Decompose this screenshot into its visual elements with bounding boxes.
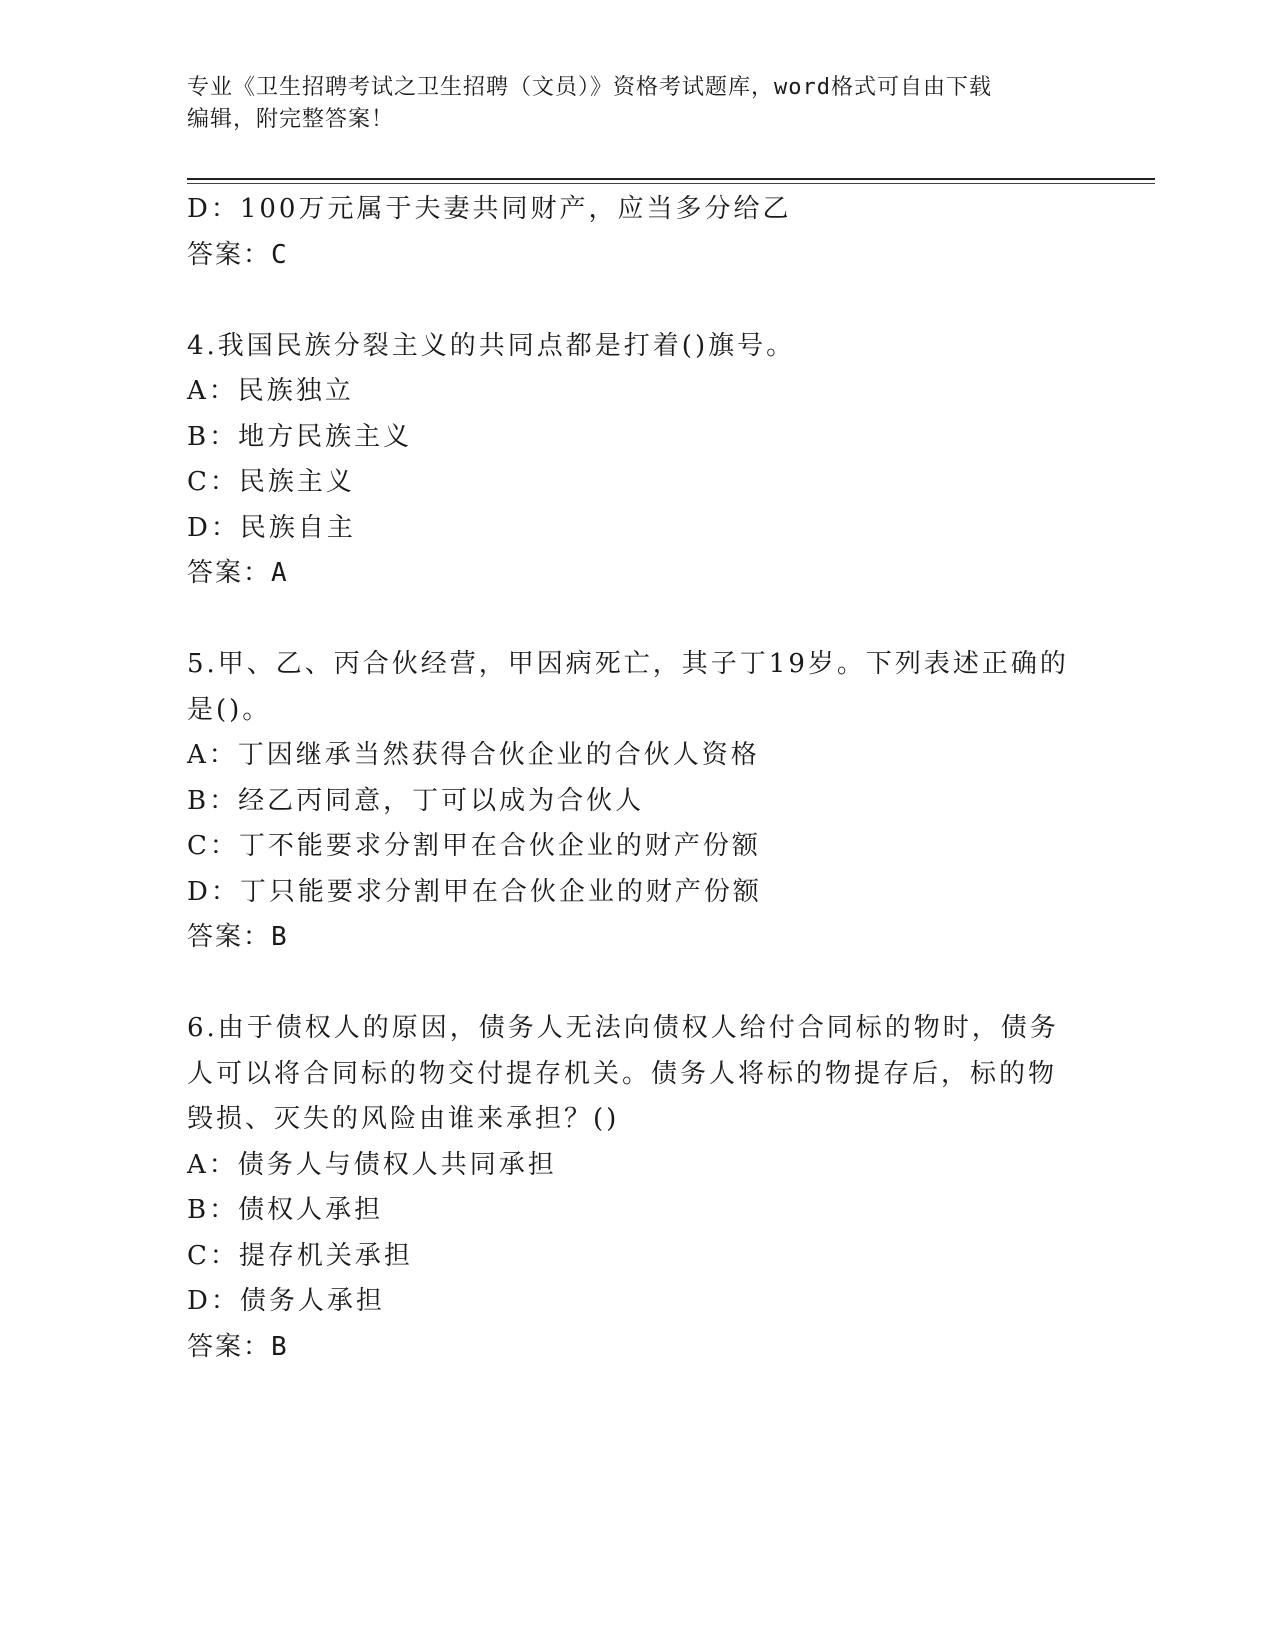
- header-title-line-2: 编辑，附完整答案！: [187, 107, 395, 132]
- spacer: [187, 961, 1087, 1007]
- question-stem: 4.我国民族分裂主义的共同点都是打着()旗号。: [187, 330, 796, 361]
- header-divider-thin: [187, 183, 1155, 184]
- question-list: [187, 187, 1087, 1370]
- option-c: C：民族主义: [187, 467, 355, 497]
- option-a: A：民族独立: [187, 376, 354, 406]
- spacer: [187, 597, 1087, 643]
- question-6: [187, 1006, 1087, 1370]
- answer: 答案：A: [187, 558, 289, 588]
- question-stem-line-1: 6.由于债权人的原因，债务人无法向债权人给付合同标的物时，债务: [187, 1013, 1059, 1043]
- spacer: [187, 278, 1087, 324]
- option-a: A：丁因继承当然获得合伙企业的合伙人资格: [187, 740, 760, 770]
- answer: 答案：C: [187, 239, 289, 270]
- option-d: D：100万元属于夫妻共同财产，应当多分给乙: [187, 194, 792, 224]
- answer: 答案：B: [187, 922, 289, 952]
- question-stem-line-1: 5.甲、乙、丙合伙经营，甲因病死亡，其子丁19岁。下列表述正确的: [187, 649, 1069, 679]
- document-header: [187, 72, 1087, 136]
- question-stem-line-2: 人可以将合同标的物交付提存机关。债务人将标的物提存后，标的物: [187, 1058, 1058, 1089]
- question-3-tail: [187, 187, 1087, 278]
- question-4: [187, 324, 1087, 597]
- question-5: [187, 642, 1087, 961]
- option-d: D：丁只能要求分割甲在合伙企业的财产份额: [187, 876, 762, 907]
- option-c: C：丁不能要求分割甲在合伙企业的财产份额: [187, 831, 761, 861]
- option-b: B：债权人承担: [187, 1195, 384, 1225]
- header-divider-thick: [187, 178, 1155, 180]
- option-b: B：经乙丙同意，丁可以成为合伙人: [187, 785, 645, 816]
- header-title-line-1: 专业《卫生招聘考试之卫生招聘（文员）》资格考试题库，word格式可自由下载: [187, 75, 992, 100]
- question-stem-line-3: 毁损、灭失的风险由谁来承担？(): [187, 1104, 620, 1134]
- option-d: D：民族自主: [187, 512, 356, 543]
- option-c: C：提存机关承担: [187, 1240, 413, 1271]
- question-stem-line-2: 是()。: [187, 694, 272, 725]
- option-b: B：地方民族主义: [187, 421, 413, 452]
- option-d: D：债务人承担: [187, 1286, 385, 1316]
- option-a: A：债务人与债权人共同承担: [187, 1149, 557, 1180]
- answer: 答案：B: [187, 1331, 289, 1362]
